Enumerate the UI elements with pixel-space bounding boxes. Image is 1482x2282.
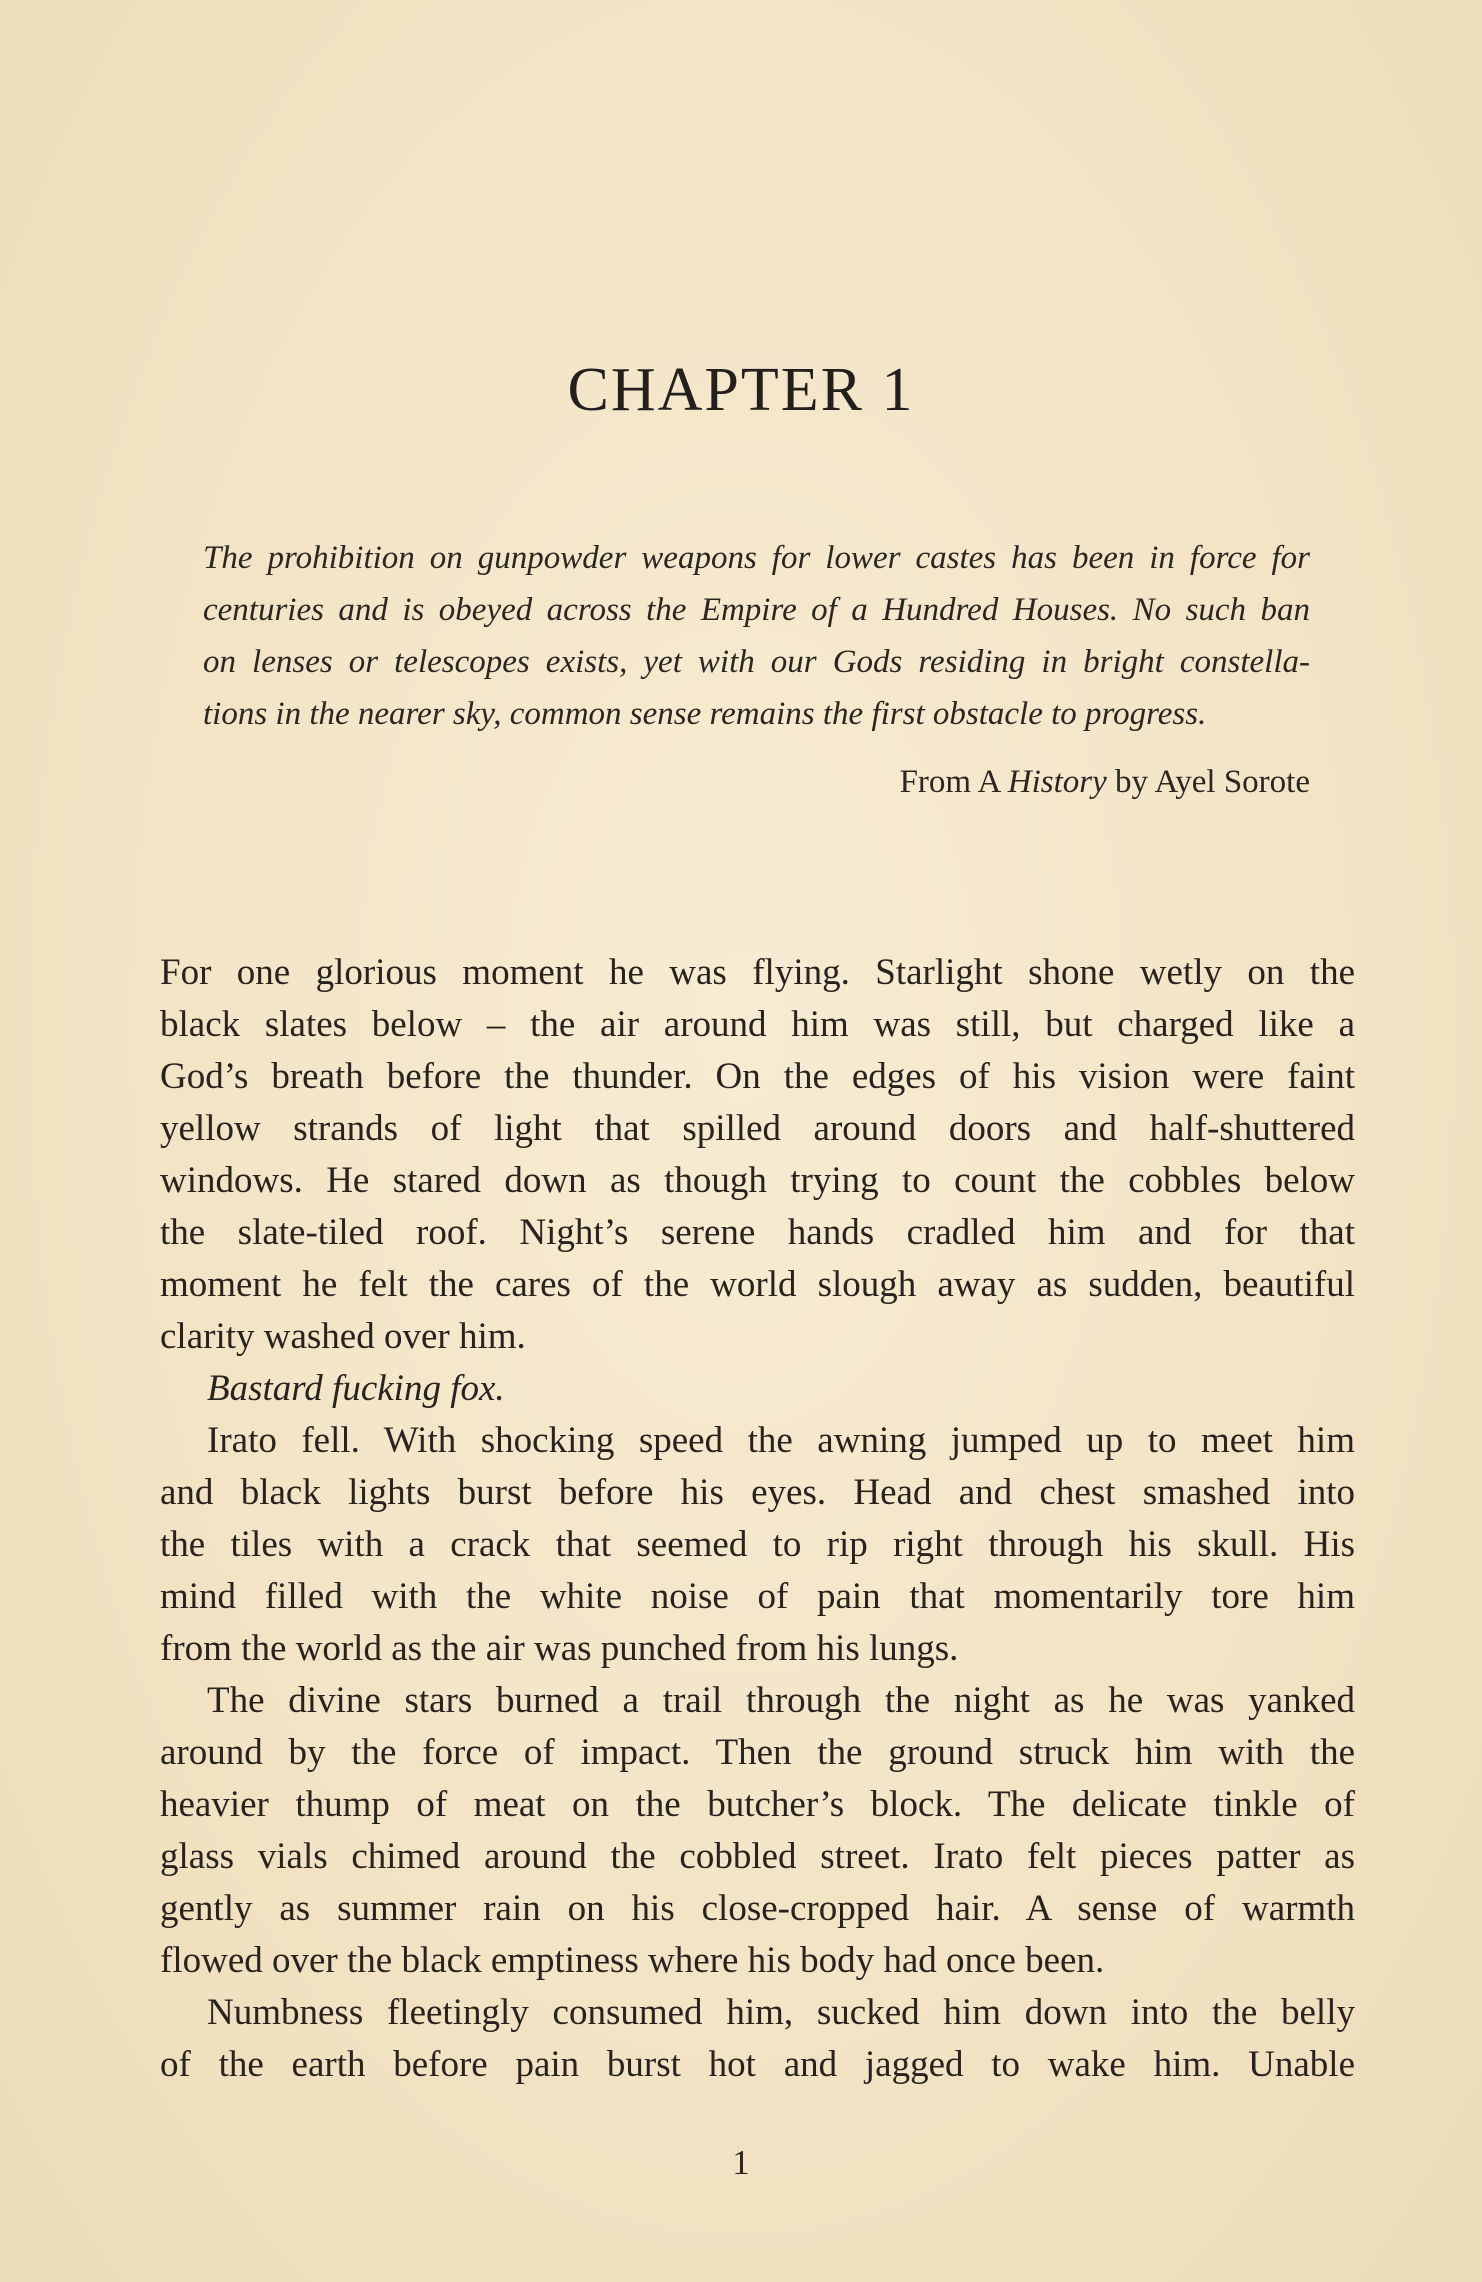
body-line: moment he felt the cares of the world slough away as sudden, beautiful [160,1264,1355,1305]
body-line: of the earth before pain burst hot and jagged to wake him. Unable [160,2044,1355,2085]
epigraph-line: The prohibition on gunpowder weapons for lower castes has been in force for [203,540,1310,576]
body-line: and black lights burst before his eyes. Head and chest smashed into [160,1472,1355,1513]
epigraph [203,532,1310,740]
epigraph-line: on lenses or telescopes exists, yet with our Gods residing in bright constella- [203,644,1310,680]
body-line: mind filled with the white noise of pain that momentarily tore him [160,1576,1355,1617]
epigraph-attribution [900,764,1310,801]
epigraph-line: tions in the nearer sky, common sense remains the first obstacle to progress. [203,696,1207,732]
body-line: clarity washed over him. [160,1316,526,1357]
attribution-prefix: From A [899,764,1008,800]
body-line: heavier thump of meat on the butcher’s block. The delicate tinkle of [160,1784,1355,1825]
page-number: 1 [732,2143,750,2182]
body-line: yellow strands of light that spilled around doors and half-shuttered [160,1108,1355,1149]
body-line: The divine stars burned a trail through the night as he was yanked [207,1680,1355,1721]
body-text [160,947,1355,2091]
body-line: gently as summer rain on his close-cropped hair. A sense of warmth [160,1888,1355,1929]
attribution-book-title: History [1007,764,1107,800]
body-line: the slate-tiled roof. Night’s serene hands cradled him and for that [160,1212,1355,1253]
body-line: black slates below – the air around him was still, but charged like a [160,1004,1355,1045]
body-line: Numbness fleetingly consumed him, sucked him down into the belly [207,1992,1355,2033]
body-line: windows. He stared down as though trying to count the cobbles below [160,1160,1355,1201]
attribution-suffix: by Ayel Sorote [1106,764,1310,800]
body-line: God’s breath before the thunder. On the edges of his vision were faint [160,1056,1355,1097]
body-line: glass vials chimed around the cobbled street. Irato felt pieces patter as [160,1836,1355,1877]
body-line: flowed over the black emptiness where his body had once been. [160,1940,1105,1981]
body-line: from the world as the air was punched from his lungs. [160,1628,959,1669]
body-line: For one glorious moment he was flying. Starlight shone wetly on the [160,952,1355,993]
body-line: around by the force of impact. Then the ground struck him with the [160,1732,1355,1773]
body-line: the tiles with a crack that seemed to rip right through his skull. His [160,1524,1355,1565]
epigraph-line: centuries and is obeyed across the Empire of a Hundred Houses. No such ban [203,592,1310,628]
body-line: Bastard fucking fox. [207,1368,505,1409]
body-line: Irato fell. With shocking speed the awning jumped up to meet him [207,1420,1355,1461]
chapter-title: CHAPTER 1 [567,356,915,424]
